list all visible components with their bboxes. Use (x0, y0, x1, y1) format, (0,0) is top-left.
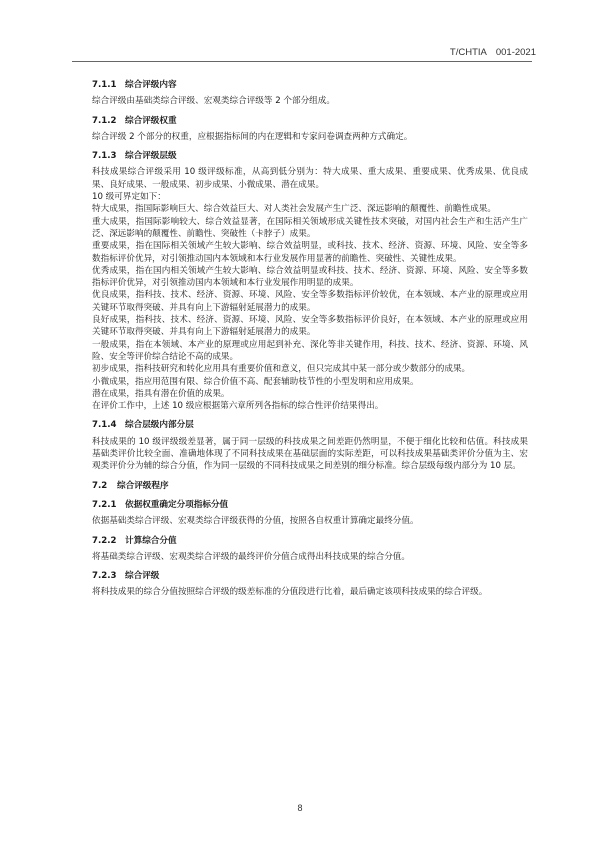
paragraph: 初步成果，指科技研究和转化应用具有重要价值和意义，但只完成其中某一部分或少数部分的成果。 (92, 364, 471, 375)
paragraph: 优良成果，指科技、技术、经济、资源、环境、风险、安全等多数指标评价较优，在本领域、本产业的原理或应用关键环节取得突破、并具有向上下游辐射延展潜力的成果。 (92, 290, 528, 313)
paragraph: 将基础类综合评级、宏观类综合评级的最终评价分值合成得出科技成果的综合分值。 (92, 551, 410, 562)
page-number: 8 (297, 803, 303, 813)
section-heading (92, 570, 528, 582)
section-title: 综合评级程序 (117, 480, 169, 491)
document-body (92, 72, 528, 599)
paragraph: 小微成果，指应用范围有限、综合价值不高、配套辅助枝节性的小型发明和应用成果。 (92, 376, 419, 387)
section-number: 7.2.2 (92, 535, 117, 546)
paragraph: 一般成果，指在本领域、本产业的原理或应用起到补充、深化等非关键作用，科技、技术、经济、资源、环境、风险、安全等评价综合结论不高的成果。 (92, 339, 528, 362)
standard-code: T/CHTIA 001-2021 (449, 47, 536, 58)
paragraph: 特大成果，指国际影响巨大、综合效益巨大、对人类社会发展产生广泛、深远影响的颠覆性、前瞻性成果。 (92, 204, 496, 215)
paragraph: 综合评级 2 个部分的权重，应根据指标间的内在逻辑和专家问卷调查两种方式确定。 (92, 131, 413, 142)
section-number: 7.1.3 (92, 151, 117, 162)
section-heading (92, 115, 528, 127)
section-title: 依据权重确定分项指标分值 (125, 499, 229, 510)
paragraph: 将科技成果的综合分值按照综合评级的级差标准的分值段进行比着，最后确定该项科技成果的综合评级。 (92, 587, 488, 598)
section-number: 7.2.1 (92, 499, 117, 510)
section-number: 7.2.3 (92, 571, 117, 582)
paragraph: 重大成果，指国际影响较大、综合效益显著，在国际相关领域形成关键性技术突破，对国内社会生产和生活产生广泛、深远影响的颠覆性、前瞻性、突破性（卡脖子）成果。 (92, 216, 528, 239)
section-number: 7.2 (92, 480, 108, 491)
paragraph: 10 级可界定如下： (92, 192, 166, 203)
section-title: 计算综合分值 (125, 535, 177, 546)
section-title: 综合评级层级 (125, 151, 177, 162)
paragraph: 科技成果综合评级采用 10 级评级标准，从高到低分别为：特大成果、重大成果、重要成果、优秀成果、优良成果、良好成果、一般成果、初步成果、小微成果、潜在成果。 (92, 167, 528, 190)
section-number: 7.1.4 (92, 420, 117, 431)
paragraph: 重要成果，指在国际相关领域产生较大影响、综合效益明显，或科技、技术、经济、资源、环境、风险、安全等多数指标评价优异，对引领推动国内本领域和本行业发展作用显著的前瞻性、突破性、关键性成果。 (92, 241, 528, 264)
paragraph: 科技成果的 10 级评级级差显著，属于同一层级的科技成果之间差距仍然明显，不便于细化比较和估值。科技成果基础类评价比较全面、准确地体现了不同科技成果在基础层面的实际差距，可以科技成果基础类评价分值为主、宏观类评价分为辅的综合分值，作为同一层级的不同科技成果之间差别的细分标准。综合层级每级内部分为 10 层。 (92, 436, 528, 472)
section-heading (92, 79, 528, 91)
paragraph: 在评价工作中，上述 10 级应根据第六章所列各指标的综合性评价结果得出。 (92, 401, 384, 412)
section-heading (92, 419, 528, 431)
section-heading (92, 535, 528, 547)
section-heading (92, 150, 528, 162)
section-title: 综合评级 (125, 571, 160, 582)
section-number: 7.1.2 (92, 115, 117, 126)
paragraph: 潜在成果，指具有潜在价值的成果。 (92, 388, 230, 399)
paragraph: 良好成果，指科技、技术、经济、资源、环境、风险、安全等多数指标评价良好，在本领域、本产业的原理或应用关键环节取得突破、并具有向上下游辐射延展潜力的成果。 (92, 315, 528, 338)
paragraph: 依据基础类综合评级、宏观类综合评级获得的分值，按照各自权重计算确定最终分值。 (92, 516, 419, 527)
header-divider (72, 61, 532, 62)
section-title: 综合层级内部分层 (125, 420, 194, 431)
section-heading (92, 499, 528, 511)
paragraph: 优秀成果，指在国内相关领域产生较大影响、综合效益明显或科技、技术、经济、资源、环境、风险、安全等多数指标评价优异，对引领推动国内本领域和本行业发展作用明显的成果。 (92, 265, 528, 289)
paragraph: 综合评级由基础类综合评级、宏观类综合评级等 2 个部分组成。 (92, 96, 335, 107)
section-title: 综合评级权重 (125, 115, 177, 126)
section-title: 综合评级内容 (125, 80, 177, 90)
section-number: 7.1.1 (92, 80, 117, 90)
section-heading (92, 480, 528, 492)
